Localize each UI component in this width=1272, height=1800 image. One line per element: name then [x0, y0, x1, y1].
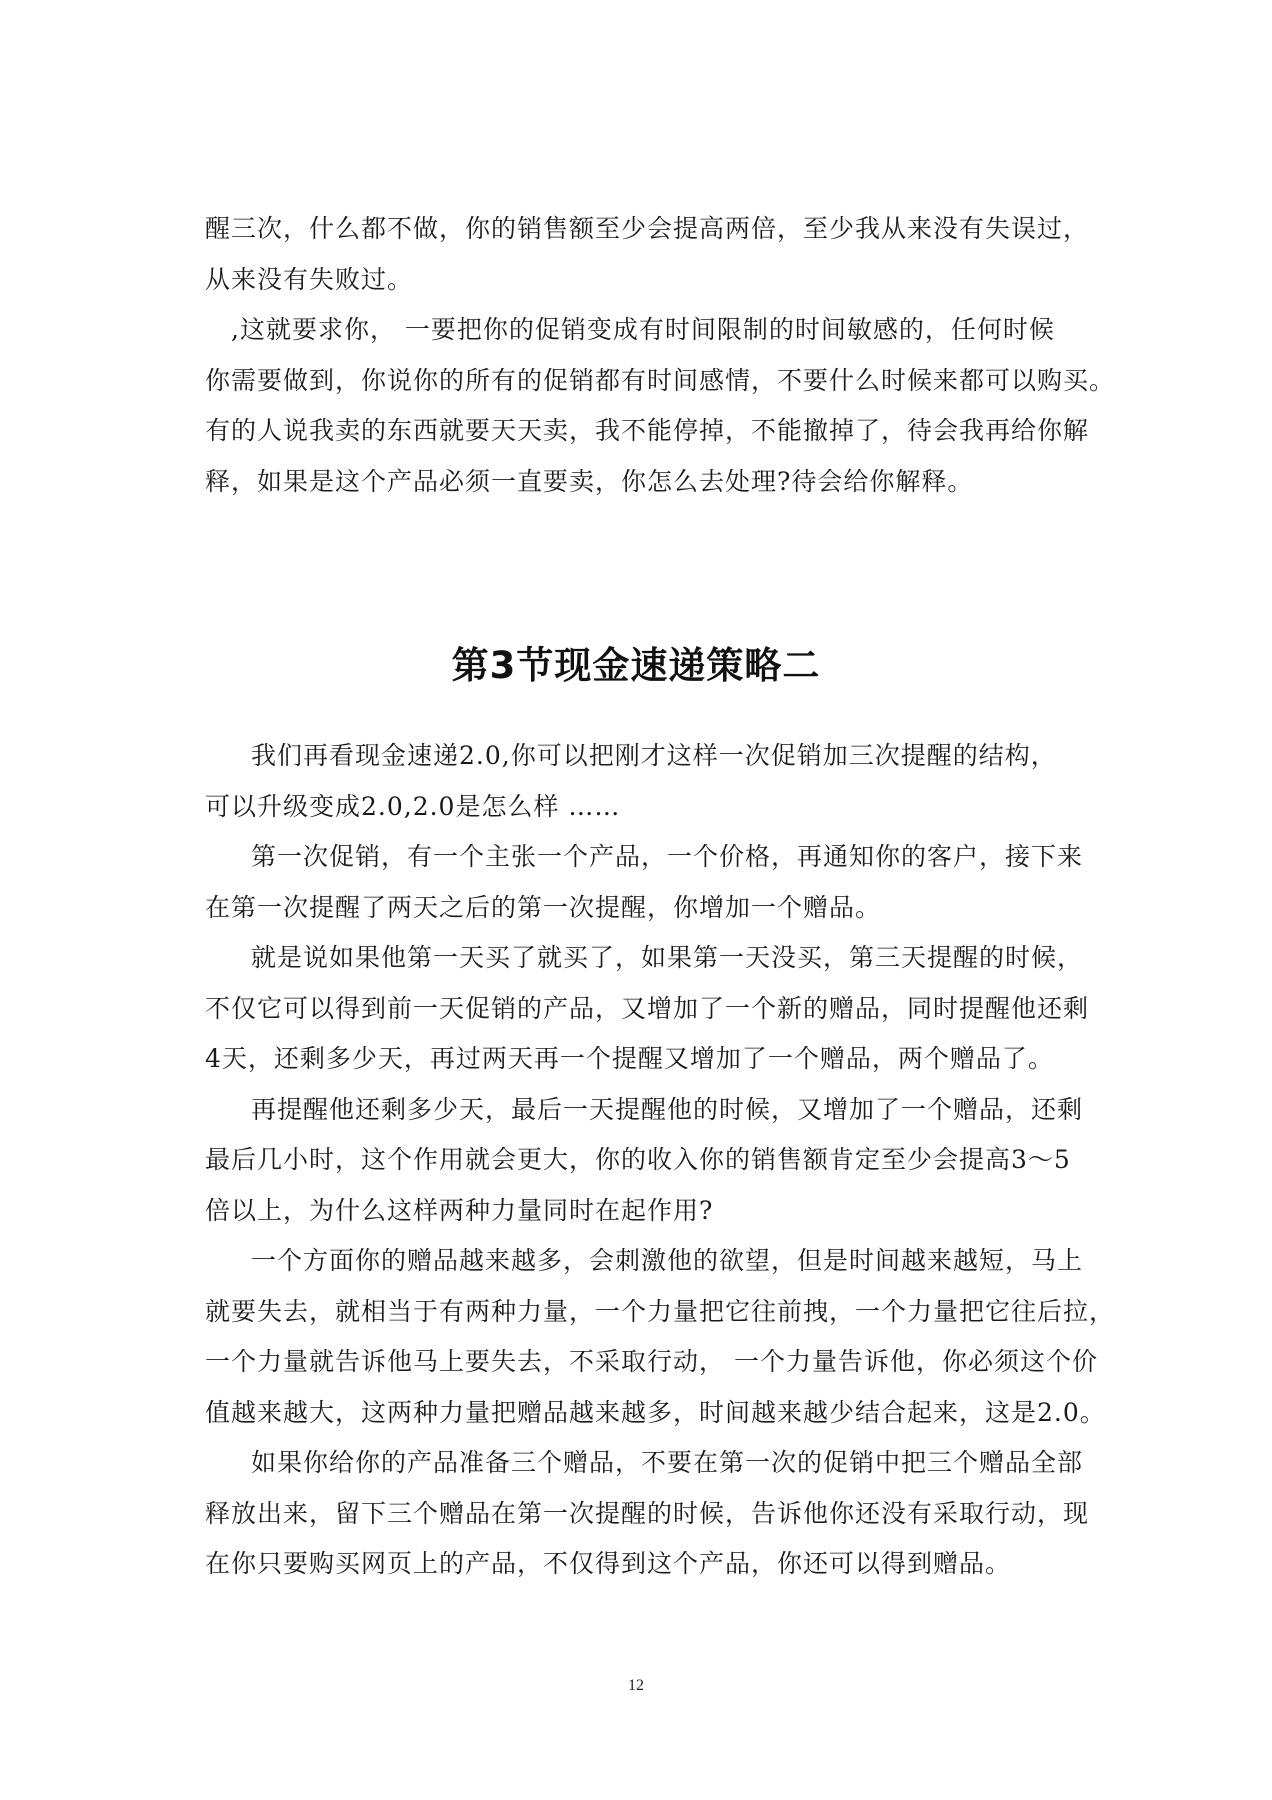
text-line: 值越来越大，这两种力量把赠品越来越多，时间越来越少结合起来，这是2.0。	[205, 1397, 1106, 1427]
text-line: 我们再看现金速递2.0,你可以把刚才这样一次促销加三次提醒的结构，	[251, 741, 1057, 770]
text-line: 醒三次，什么都不做，你的销售额至少会提高两倍，至少我从来没有失误过，	[205, 214, 1090, 243]
text-line: 释，如果是这个产品必须一直要卖，你怎么去处理?待会给你解释。	[205, 466, 974, 496]
text-line: 最后几小时，这个作用就会更大，你的收入你的销售额肯定至少会提高3～5	[205, 1145, 1071, 1174]
paragraph-group-intro	[205, 204, 1116, 507]
text-line: 4天，还剩多少天，再过两天再一个提醒又增加了一个赠品，两个赠品了。	[205, 1044, 1054, 1073]
text-line: 倍以上，为什么这样两种力量同时在起作用?	[205, 1195, 714, 1225]
text-line: 再提醒他还剩多少天，最后一天提醒他的时候，又增加了一个赠品，还剩	[251, 1094, 1084, 1124]
text-line: 有的人说我卖的东西就要天天卖，我不能停掉，不能撤掉了，待会我再给你解	[205, 416, 1090, 445]
text-line: 就是说如果他第一天买了就买了，如果第一天没买，第三天提醒的时候，	[251, 943, 1084, 972]
text-line: 在第一次提醒了两天之后的第一次提醒，你增加一个赠品。	[205, 892, 882, 922]
text-line: 一个方面你的赠品越来越多，会刺激他的欲望，但是时间越来越短，马上	[251, 1246, 1084, 1275]
text-line: 可以升级变成2.0,2.0是怎么样 ……	[205, 791, 621, 821]
page-number: 12	[628, 1677, 644, 1694]
text-line: 一个力量就告诉他马上要失去，不采取行动， 一个力量告诉他，你必须这个价	[205, 1347, 1098, 1376]
text-line: 从来没有失败过。	[205, 264, 414, 294]
text-line: 就要失去，就相当于有两种力量，一个力量把它往前拽，一个力量把它往后拉，	[205, 1296, 1116, 1326]
section-heading: 第3节现金速递策略二	[451, 644, 821, 687]
text-line: 如果你给你的产品准备三个赠品，不要在第一次的促销中把三个赠品全部	[251, 1448, 1084, 1477]
text-line: 在你只要购买网页上的产品，不仅得到这个产品，你还可以得到赠品。	[205, 1549, 1012, 1578]
text-line: ,这就要求你， 一要把你的促销变成有时间限制的时间敏感的，任何时候	[231, 315, 1055, 344]
text-line: 释放出来，留下三个赠品在第一次提醒的时候，告诉他你还没有采取行动，现	[205, 1498, 1090, 1528]
paragraph-group-section	[205, 731, 1116, 1590]
text-line: 你需要做到，你说你的所有的促销都有时间感情，不要什么时候来都可以购买。	[205, 365, 1116, 395]
text-line: 不仅它可以得到前一天促销的产品，又增加了一个新的赠品，同时提醒他还剩	[205, 993, 1090, 1023]
text-line: 第一次促销，有一个主张一个产品，一个价格，再通知你的客户，接下来	[251, 842, 1084, 871]
